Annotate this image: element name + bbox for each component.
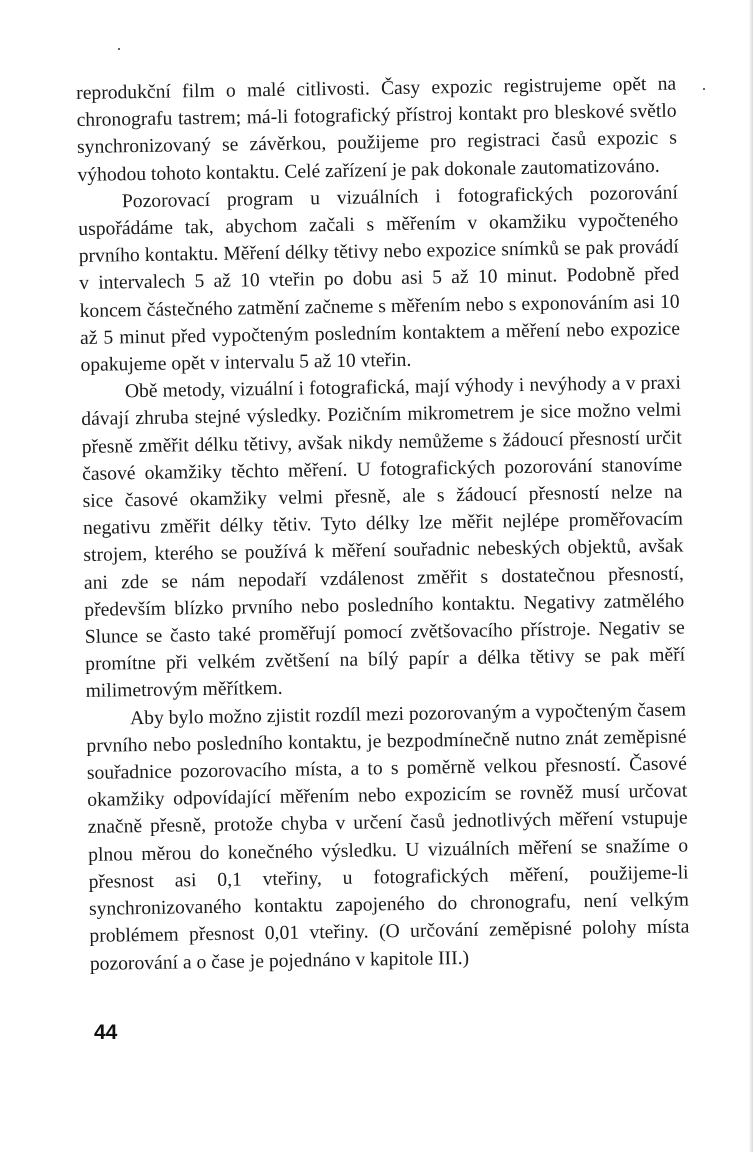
- print-speck: [118, 48, 120, 50]
- body-text: [76, 71, 690, 978]
- page-number: 44: [94, 1021, 118, 1044]
- paragraph-4: Aby bylo možno zjistit rozdíl mezi pozorovaným a vypočteným časem prvního nebo posledního kontaktu, je bezpodmínečně nutno znát zeměpisné souřadnice pozorovacího místa, a to s poměrně velkou přesností. Časové okamžiky odpovídající měřením nebo expozicím se rovněž musí určovat značně přesně, protože chyba v určení časů jednotlivých měření vstupuje plnou měrou do konečného výsledku. U vizuálních měření se snažíme o přesnost asi 0,1 vteřiny, u fotografických měření, použijeme-li synchronizovaného kontaktu zapojeného do chronografu, není velkým problémem přesnost 0,01 vteřiny. (O určování zeměpisné polohy místa pozorování a o čase je pojednáno v kapitole III.): [86, 699, 690, 975]
- print-speck: [703, 88, 705, 90]
- page-edge-shadow: [749, 0, 753, 1152]
- paragraph-2: Pozorovací program u vizuálních i fotografických pozorování uspořádáme tak, abychom začali s měřením v okamžiku vypočteného prvního kontaktu. Měření délky tětivy nebo expozice snímků se pak provádí v intervalech 5 až 10 vteřin po dobu asi 5 až 10 minut. Podobně před koncem částečného zatmění začneme s měřením nebo s exponováním asi 10 až 5 minut před vypočteným posledním kontaktem a měření nebo expozice opakujeme opět v intervalu 5 až 10 vteřin.: [78, 182, 681, 376]
- paragraph-1: reprodukční film o malé citlivosti. Časy expozic registrujeme opět na chronografu tastrem; má-li fotografický přístroj kontakt pro bleskové světlo synchronizovaný se závěrkou, použijeme pro registraci časů expozic s výhodou tohoto kontaktu. Celé zařízení je pak dokonale zautomatizováno.: [76, 73, 678, 186]
- paragraph-3: Obě metody, vizuální i fotografická, mají výhody i nevýhody a v praxi dávají zhruba stejné výsledky. Pozičním mikrometrem je sice možno velmi přesně změřit délku tětivy, avšak nikdy nemůžeme s žádoucí přesností určit časové okamžiky těchto měření. U fotografických pozorování stanovíme sice časové okamžiky velmi přesně, ale s žádoucí přesností nelze na negativu změřit délky tětiv. Tyto délky lze měřit nejlépe proměřovacím strojem, kterého se používá k měření souřadnic nebeských objektů, avšak ani zde se nám nepodaří vzdálenost změřit s dostatečnou přesností, především blízko prvního nebo posledního kontaktu. Negativy zatmělého Slunce se často také proměřují pomocí zvětšovacího přístroje. Negativ se promítne při velkém zvětšení na bílý papír a délka tětivy se pak měří milimetrovým měřítkem.: [81, 372, 686, 703]
